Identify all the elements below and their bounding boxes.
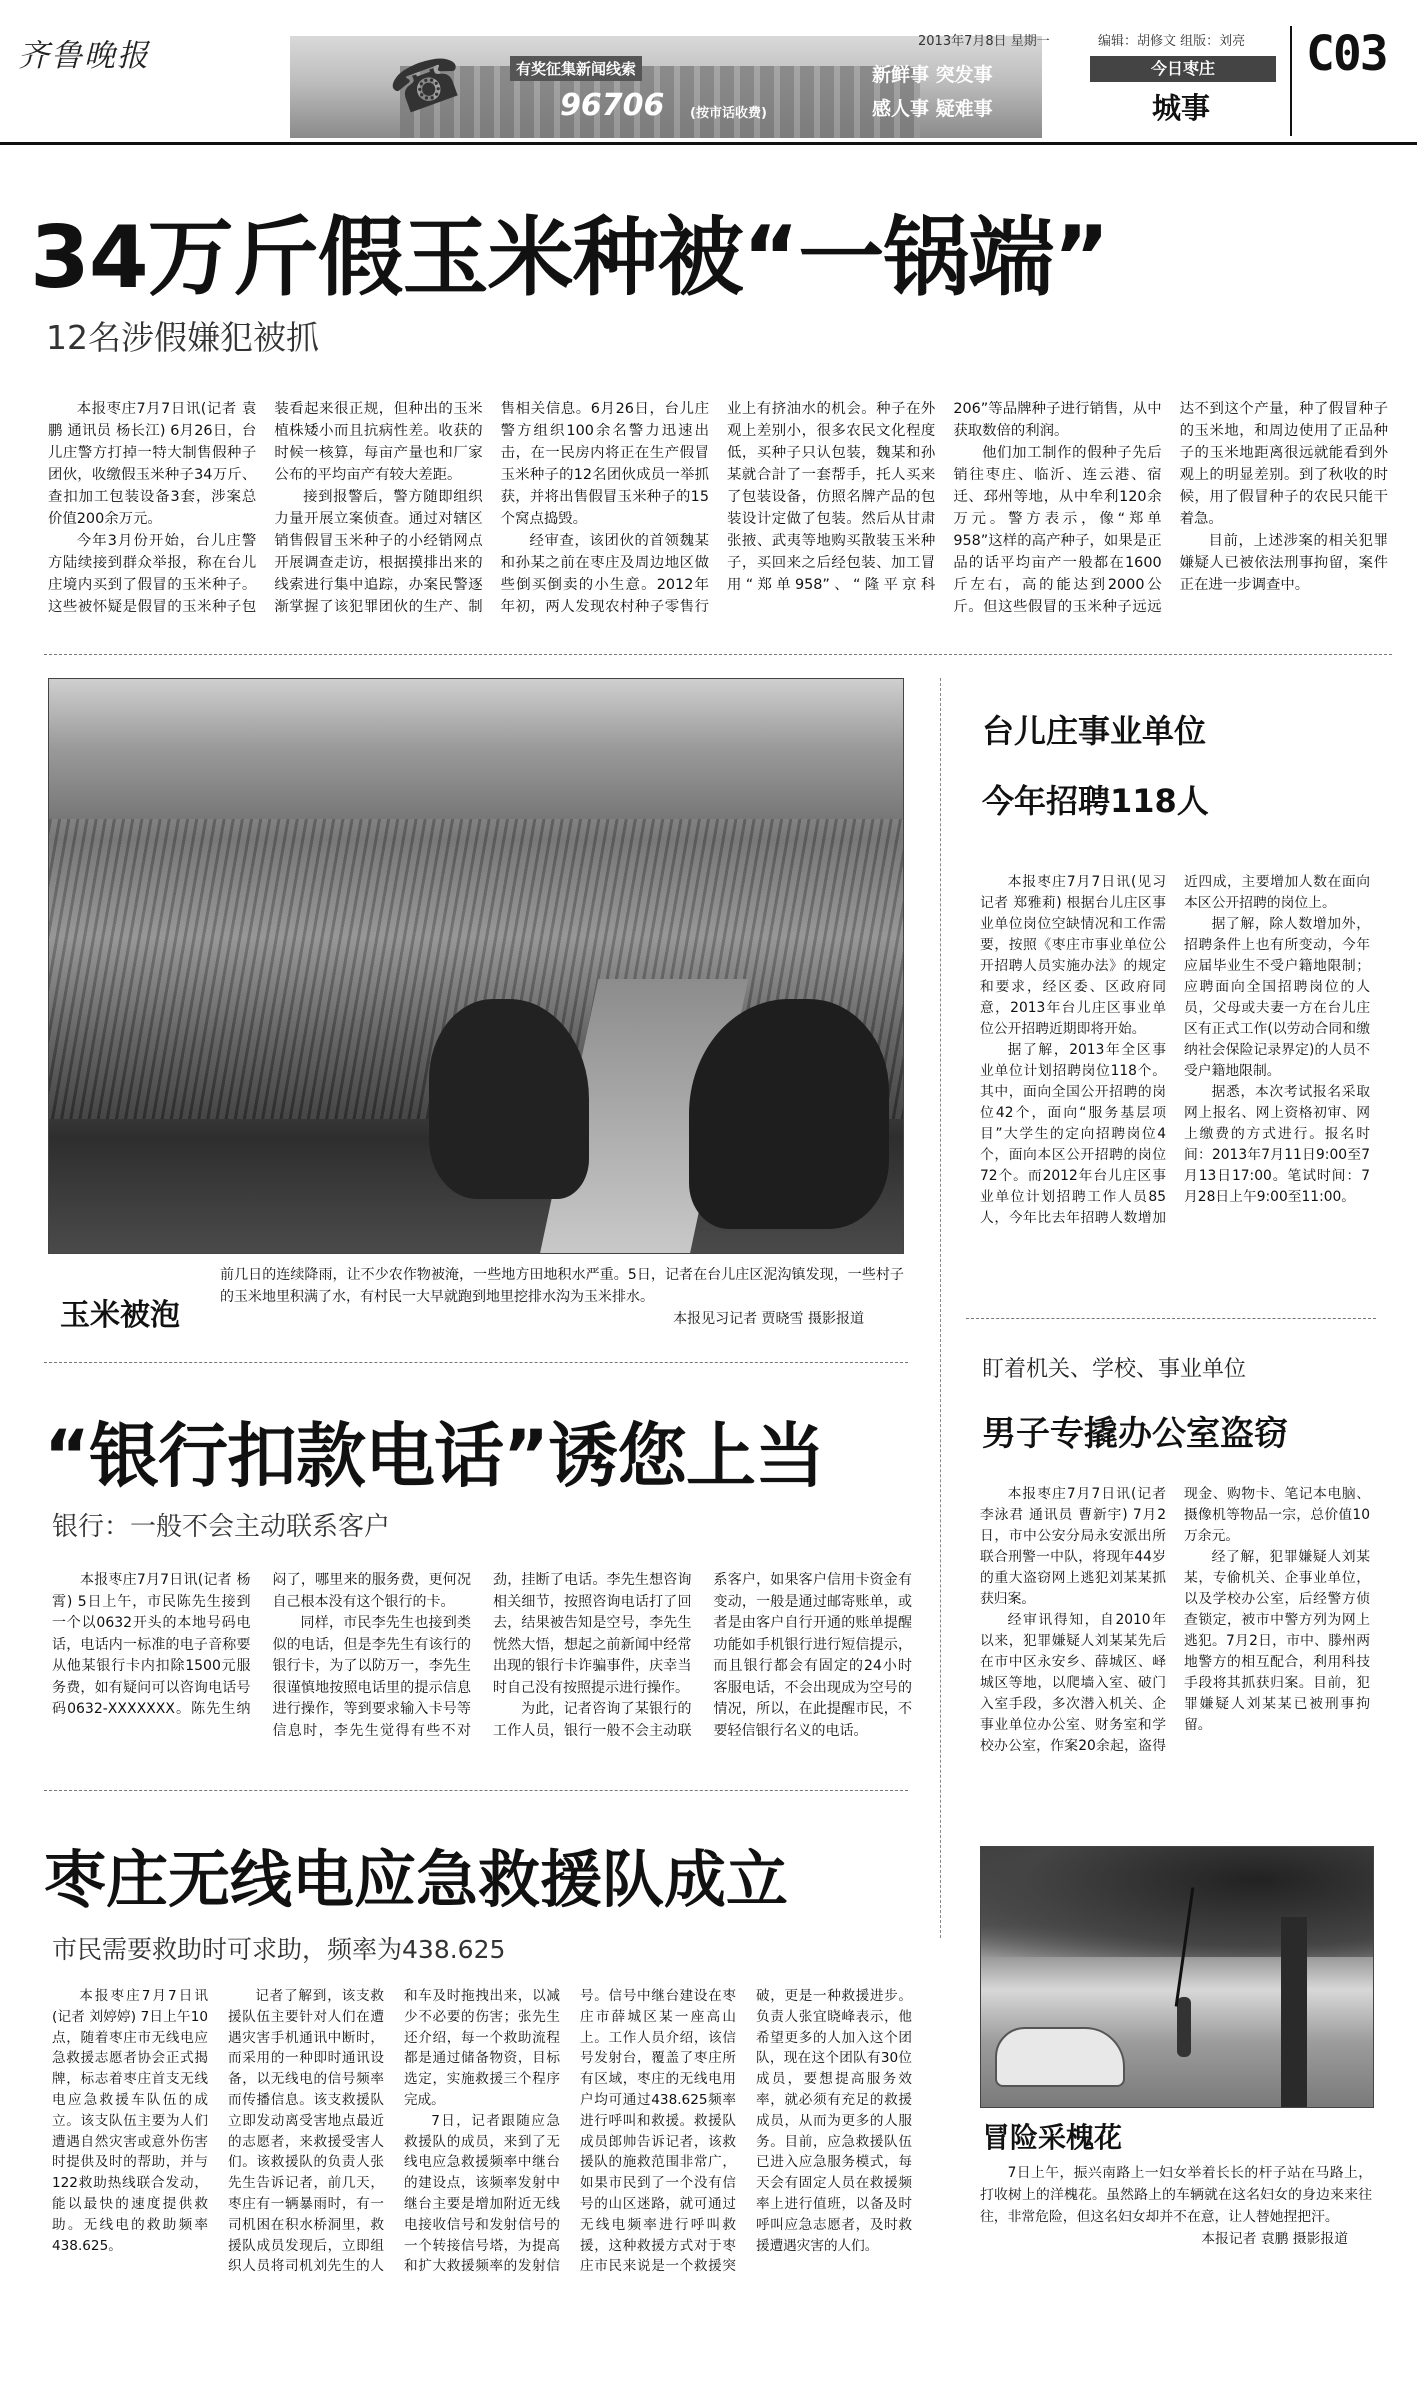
thief-para: 经审讯得知，自2010年以来，犯罪嫌疑人刘某某先后在市中区永安乡、薛城区、峄城区等地，以爬墙入室、破门入室手段，多次潜入机关、企事业单位办公室、财务室和学校办公室，作案20余起，盗得现金、购物卡、笔记本电脑、摄像机等物品一宗，总价值10万余元。 [980,1486,1370,1754]
hotline-banner [290,36,1042,138]
car-shape [995,2027,1125,2087]
story1-subhead: 12名涉假嫌犯被抓 [46,318,319,357]
story1-para: 他们加工制作的假种子先后销往枣庄、临沂、连云港、宿迁、邳州等地，从中牟利120余万元。警方表示，像“郑单958”这样的高产种子，如果是正品的话平均亩产一般都在1600斤左右，高的能达到2000公斤。但这些假冒的玉米种子远远达不到这个产量，种了假冒种子的玉米地，和周边使用了正品种子的玉米地距离很远就能看到外观上的明显差别。到了秋收的时候，用了假冒种子的农民只能干着急。 [953,401,1388,615]
radio-para: 本报枣庄7月7日讯(记者 刘婷婷) 7日上午10点，随着枣庄市无线电应急救援志愿者协会正式揭牌，标志着枣庄首支无线电应急救援车队伍的成立。该支队伍主要为人们遭遇自然灾害或意外伤害时提供及时的帮助，并与122救助热线联合发动，能以最快的速度提供救助。无线电的救助频率438.625。 [52,1988,208,2254]
column-divider [940,678,941,1938]
bank-para: 同样，市民李先生也接到类似的电话，但是李先生有该行的银行卡，为了以防万一，李先生很谨慎地按照电话里的提示信息进行操作，等到要求输入卡号等信息时，李先生觉得有些不对劲，挂断了电话。李先生想咨询相关细节，按照咨询电话打了回去，结果被告知是空号，李先生恍然大悟，想起之前新闻中经常出现的银行卡诈骗事件，庆幸当时自己没有按照提示进行操作。 [272,1572,692,1739]
divider [44,654,1392,655]
tree-trunk [1281,1917,1307,2108]
story1-para: 经审查，该团伙的首领魏某和孙某之前在枣庄及周边地区做些倒买倒卖的小生意。2012年年初，两人发现农村种子零售行业上有挤油水的机会。种子在外观上差别小，很多农民文化程度低，买种子只认包装，魏某和孙某就合計了一套帮手，托人买来了包装设备，仿照名牌产品的包装设计定做了包装。然后从甘肃张掖、武夷等地购买散装玉米种子，买回来之后经包装、加工冒用“郑单958”、“隆平京科206”等品牌种子进行销售，从中获取数倍的利润。 [500,401,1162,615]
recruit-para: 据悉，本次考试报名采取网上报名、网上资格初审、网上缴费的方式进行。报名时间：2013年7月11日9:00至7月13日17:00。笔试时间：7月28日上午9:00至11:00。 [1184,1084,1370,1205]
woman-figure [1177,1997,1191,2057]
bank-body [52,1570,912,1770]
thief-para: 经了解，犯罪嫌疑人刘某某，专偷机关、企事业单位，以及学校办公室，后经警方侦查锁定，被市中警方列为网上逃犯。7月2日，市中、滕州两地警方的相互配合，利用科技手段将其抓获归案。目前，犯罪嫌疑人刘某某已被刑事拘留。 [1184,1549,1370,1733]
slogan-1: 新鲜事 突发事 [872,64,993,86]
thief-kicker: 盯着机关、学校、事业单位 [982,1357,1247,1382]
thief-para: 本报枣庄7月7日讯(记者 李泳君 通讯员 曹新宇) 7月2日，市中公安分局永安派出所联合刑警一中队，将现年44岁的重大盗窃网上逃犯刘某某抓获归案。 [980,1486,1166,1607]
locust-flower-photo [980,1846,1374,2108]
masthead-rule [0,142,1417,145]
recruit-headline-1: 台儿庄事业单位 [982,712,1207,750]
section-tag: 今日枣庄 [1090,56,1276,82]
recruit-para: 据了解，除人数增加外，招聘条件上也有所变动，今年应届毕业生不受户籍地限制；应聘面向全国招聘岗位的人员，父母或夫妻一方在台儿庄区有正式工作(以劳动合同和缴纳社会保险记录界定)的人员不受户籍地限制。 [1184,916,1370,1079]
date-line: 2013年7月8日 星期一 [918,34,1050,49]
bank-subhead: 银行：一般不会主动联系客户 [52,1512,391,1542]
thief-body [980,1484,1370,1818]
soil-mound [689,999,889,1229]
masthead-divider [1290,26,1292,136]
bank-para: 为此，记者咨询了某银行的工作人员，银行一般不会主动联系客户，如果客户信用卡资金有变动，一般是通过邮寄账单，或者是由客户自行开通的账单提醒功能如手机银行进行短信提示，而且银行都会有固定的24小时客服电话，不会出现成为空号的情况，所以，在此提醒市民，不要轻信银行名义的电话。 [493,1572,912,1739]
radio-headline: 枣庄无线电应急救援队成立 [44,1843,789,1916]
recruit-para: 本报枣庄7月7日讯(见习记者 郑雅莉) 根据台儿庄区事业单位岗位空缺情况和工作需要，按照《枣庄市事业单位公开招聘人员实施办法》的规定和要求，经区委、区政府同意，2013年台儿庄区事业单位公开招聘近期即将开始。 [980,874,1166,1037]
story1-headline: 34万斤假玉米种被“一锅端” [30,208,1109,308]
radio-subhead: 市民需要救助时可求助，频率为438.625 [52,1935,506,1964]
phone-icon: ☎ [380,39,475,131]
radio-para: 记者了解到，该支救援队伍主要针对人们在遭遇灾害手机通讯中断时，而采用的一种即时通讯设备，以无线电的信号频率而传播信息。该支救援队立即发动离受害地点最近的志愿者，来救援受害人们。该救援队的负责人张先生告诉记者，前几天，枣庄有一辆暴雨时，有一司机困在积水桥洞里，救援队成员发现后，立即组织人员将司机刘先生的人和车及时拖拽出来，以减少不必要的伤害；张先生还介绍，每一个救助流程都是通过储备物资，目标选定，实施救援三个程序完成。 [228,1988,560,2275]
story1-body [48,398,1388,638]
thief-headline: 男子专撬办公室盗窃 [982,1414,1288,1454]
photo1-caption-text: 前几日的连续降雨，让不少农作物被淹，一些地方田地积水严重。5日，记者在台儿庄区泥沟镇发现，一些村子的玉米地里积满了水，有村民一大早就跑到地里挖排水沟为玉米排水。 [220,1267,904,1305]
recruit-para: 据了解，2013年全区事业单位计划招聘岗位118个。其中，面向全国公开招聘的岗位42个，面向“服务基层项目”大学生的定向招聘岗位4个，面向本区公开招聘的岗位72个。而2012年台儿庄区事业单位计划招聘工作人员85人，今年比去年招聘人数增加近四成，主要增加人数在面向本区公开招聘的岗位上。 [980,874,1370,1226]
photo2-caption-text: 7日上午，振兴南路上一妇女举着长长的杆子站在马路上，打收树上的洋槐花。虽然路上的车辆就在这名妇女的身边来来往往，非常危险，但这名妇女却并不在意，让人替她捏把汗。 [980,2165,1372,2225]
slogan-2: 感人事 疑难事 [872,98,993,120]
photo2-caption [980,2162,1372,2250]
photo1-caption [220,1264,904,1330]
recruit-body [980,872,1370,1288]
recruit-headline-2: 今年招聘118人 [982,782,1209,820]
flooded-cornfield-photo [48,678,904,1254]
bank-headline: “银行扣款电话”诱您上当 [44,1415,825,1497]
hotline-note: (按市话收费) [690,106,767,121]
story1-para: 接到报警后，警方随即组织力量开展立案侦查。通过对辖区销售假冒玉米种子的小经销网点开展调查走访，根据摸排出来的线索进行集中追踪，办案民警逐渐掌握了该犯罪团伙的生产、制售相关信息。6月26日，台儿庄警方组织100余名警力迅速出击，在一民房内将正在生产假冒玉米种子的12名团伙成员一举抓获，并将出售假冒玉米种子的15个窝点捣毁。 [274,401,709,615]
divider [44,1362,908,1363]
page-number: C03 [1306,26,1387,82]
story1-para: 目前，上述涉案的相关犯罪嫌疑人已被依法刑事拘留，案件正在进一步调查中。 [1179,533,1388,593]
radio-para: 7日，记者跟随应急救援队的成员，来到了无线电应急救援频率中继台的建设点，该频率发射中继台主要是增加附近无线电接收信号和发射信号的一个转接信号塔，为提高和扩大救援频率的发射信号。信号中继台建设在枣庄市薛城区某一座高山上。工作人员介绍，该信号发射台，覆盖了枣庄所有区域，枣庄的无线电用户均可通过438.625频率进行呼叫和救援。救援队成员郎帅告诉记者，该救援队的施救范围非常广，如果市民到了一个没有信号的山区迷路，就可通过无线电频率进行呼叫救援，这种救援方式对于枣庄市民来说是一个救援突破，更是一种救援进步。负责人张宜晓峰表示，他希望更多的人加入这个团队，现在这个团队有30位成员，要想提高服务效率，就必须有充足的救援成员，从而为更多的人服务。目前，应急救援队伍已进入应急服务模式，每天会有固定人员在救援频率上进行值班，以备及时呼叫应急志愿者，及时救援遭遇灾害的人们。 [404,1988,912,2275]
hotline-number: 96706 [560,88,665,123]
section-title: 城事 [1152,91,1211,125]
tree-canopy [981,1847,1374,1957]
photo2-title: 冒险采槐花 [982,2121,1123,2154]
editor-credit: 编辑：胡修文 组版：刘亮 [1098,34,1246,49]
divider [966,1318,1376,1319]
photo1-credit: 本报见习记者 贾晓雪 摄影报道 [673,1311,864,1327]
bank-para: 本报枣庄7月7日讯(记者 杨霄) 5日上午，市民陈先生接到一个以0632开头的本地号码电话，电话内一标准的电子音称要从他某银行卡内扣除1500元服务费，如有疑问可以咨询电话号码0632-XXXXXXX。陈先生纳闷了，哪里来的服务费，更何况自己根本没有这个银行的卡。 [52,1572,471,1717]
story1-para: 本报枣庄7月7日讯(记者 袁鹏 通讯员 杨长江) 6月26日，台儿庄警方打掉一特大制售假种子团伙，收缴假玉米种子34万斤、查扣加工包装设备3套，涉案总价值200余万元。 [48,401,257,527]
photo2-credit: 本报记者 袁鹏 摄影报道 [1201,2231,1348,2247]
story1-para: 今年3月份开始，台儿庄警方陆续接到群众举报，称在台儿庄境内买到了假冒的玉米种子。这些被怀疑是假冒的玉米种子包装看起来很正规，但种出的玉米植株矮小而且抗病性差。收获的时候一核算，每亩产量也和厂家公布的平均亩产有较大差距。 [48,401,483,615]
hotline-title: 有奖征集新闻线索 [510,56,642,81]
newspaper-logo: 齐鲁晚报 [18,38,150,74]
soil-mound [429,999,589,1199]
photo1-title: 玉米被泡 [60,1298,180,1333]
divider [44,1790,908,1791]
radio-body [52,1986,912,2358]
